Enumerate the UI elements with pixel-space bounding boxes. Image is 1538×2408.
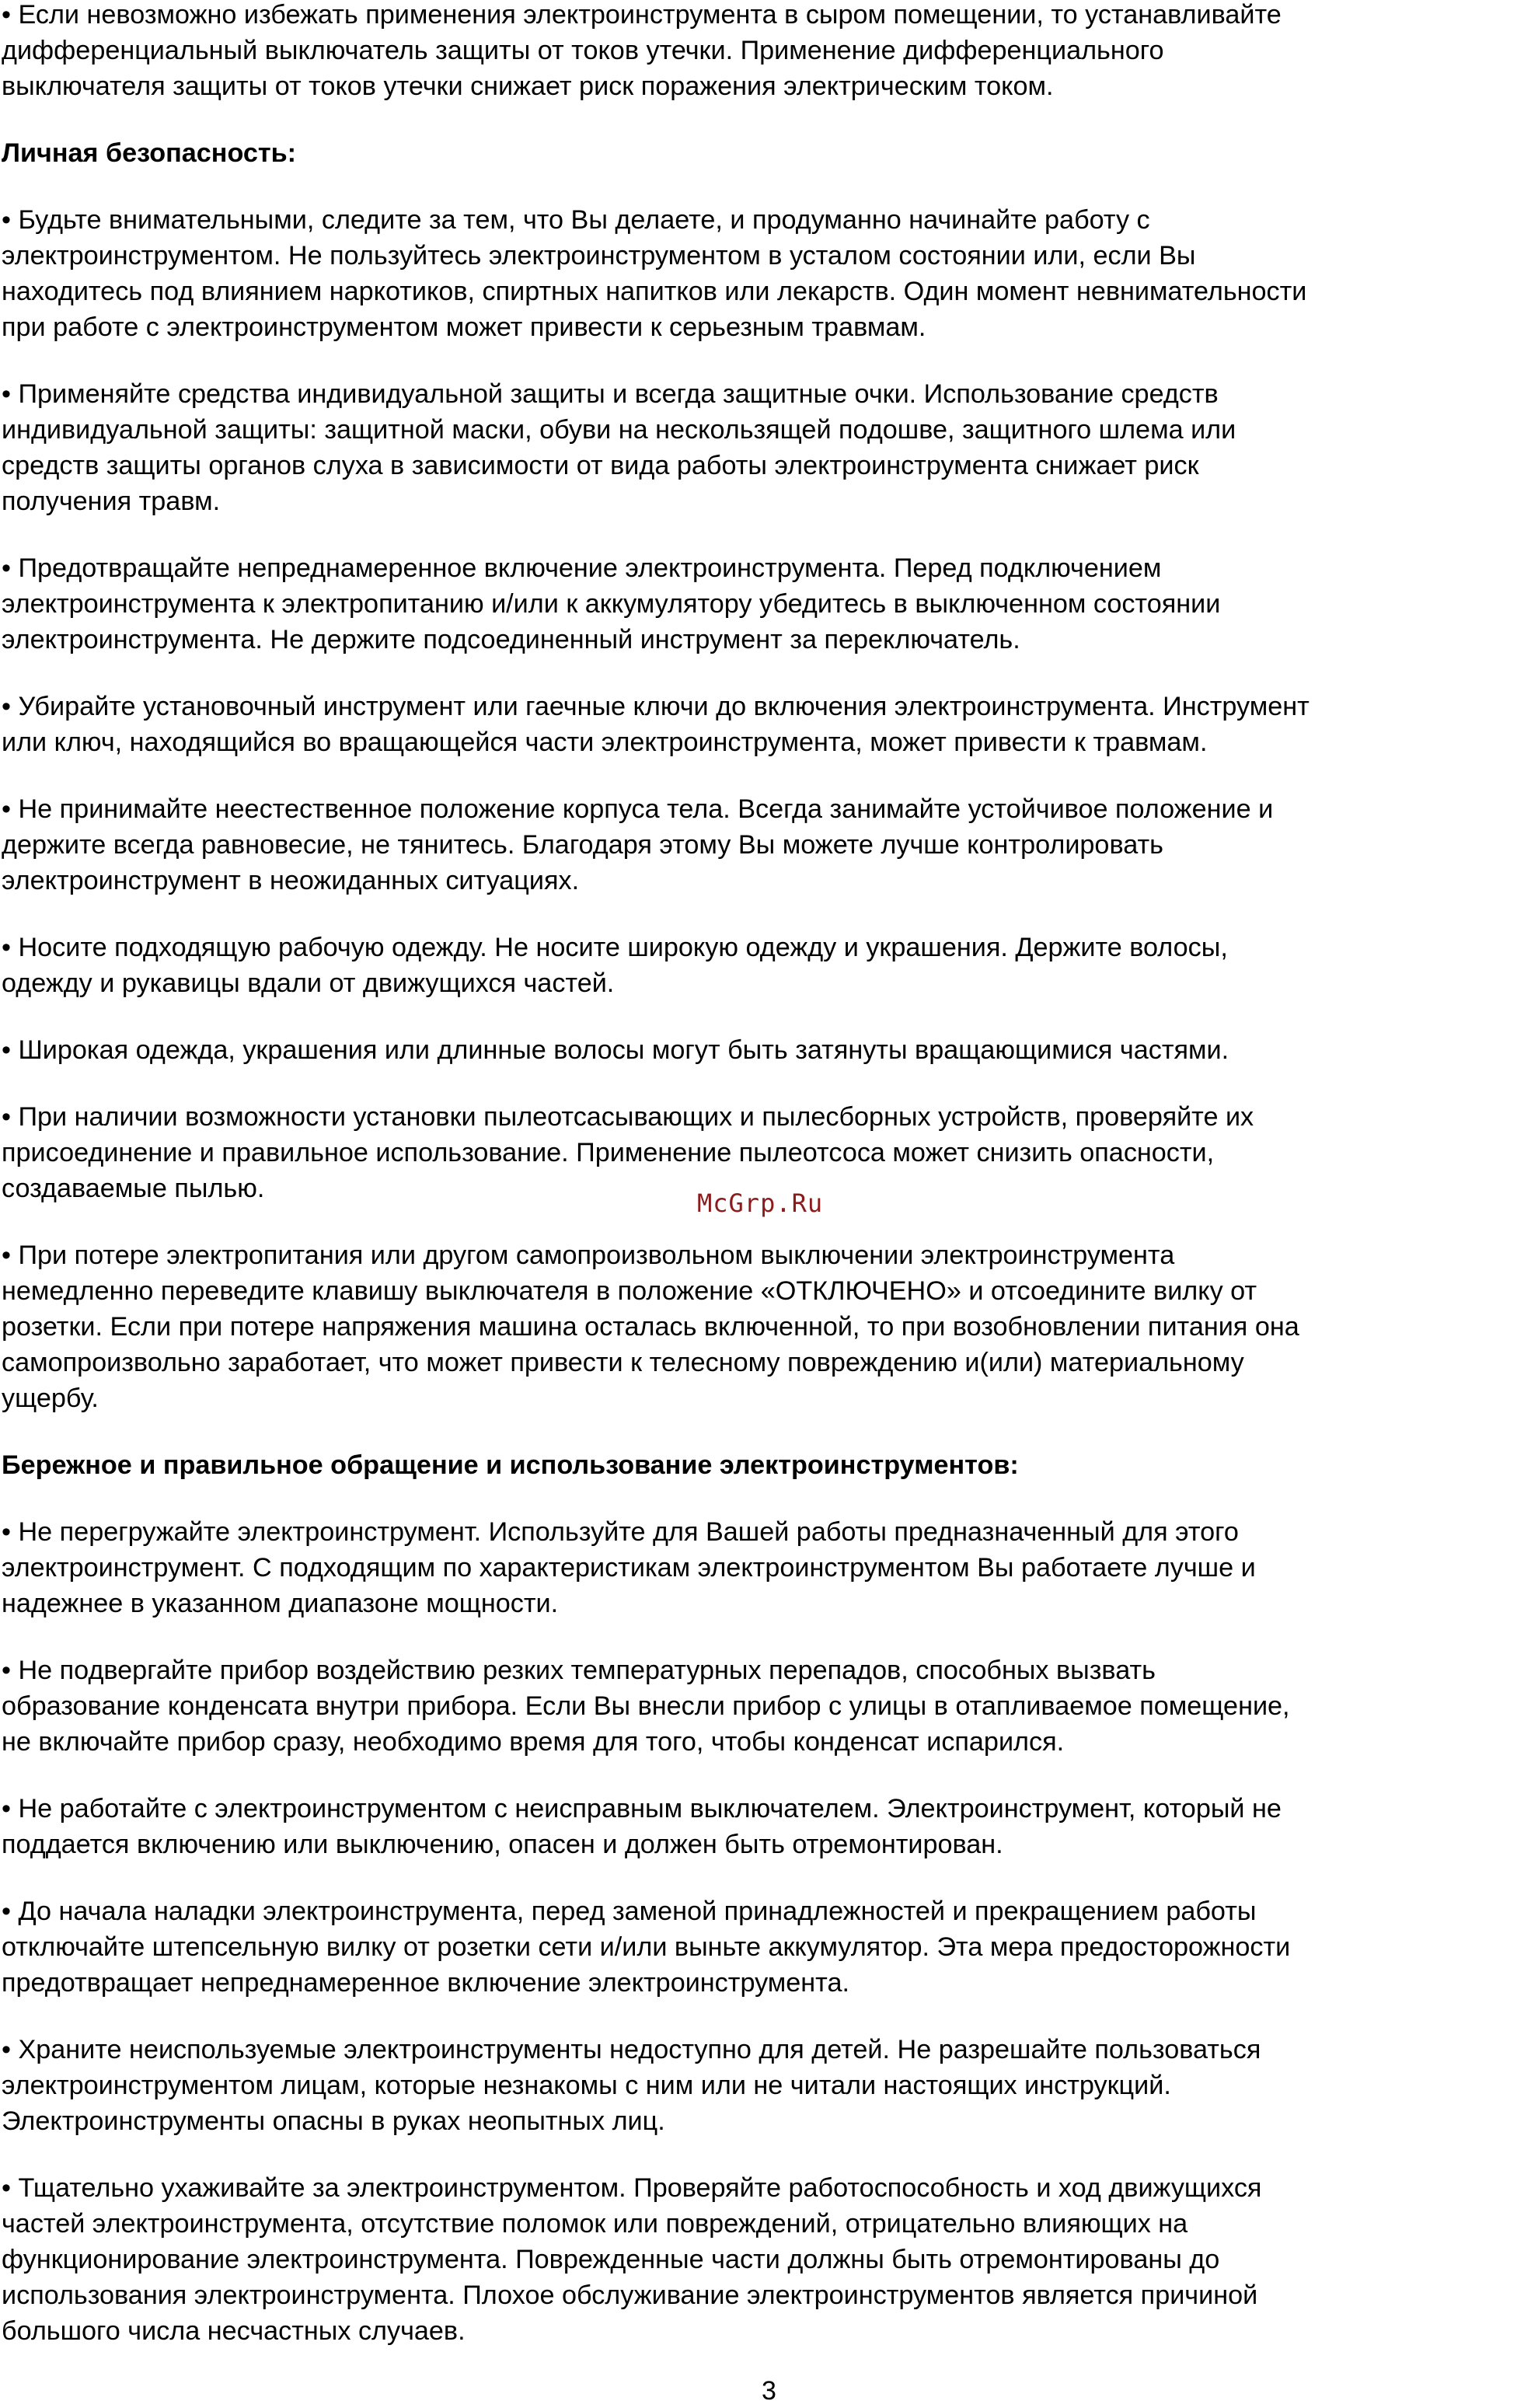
paragraph <box>2 2170 1536 2349</box>
paragraph-line: присоединение и правильное использование. Применение пылеотсоса может снизить опасности, <box>2 1138 1215 1167</box>
paragraph-line: • При потере электропитания или другом самопроизвольном выключении электроинструмента <box>2 1241 1175 1270</box>
section-heading: Бережное и правильное обращение и использование электроинструментов: <box>2 1450 1019 1480</box>
paragraph-line: • Если невозможно избежать применения электроинструмента в сыром помещении, то устанавливайте <box>2 0 1282 30</box>
paragraph-line: при работе с электроинструментом может привести к серьезным травмам. <box>2 312 926 342</box>
paragraph <box>2 202 1536 345</box>
paragraph <box>2 689 1536 760</box>
paragraph <box>2 550 1536 658</box>
paragraph-line: электроинструмент в неожиданных ситуациях. <box>2 866 580 895</box>
paragraph-line: электроинструмента. Не держите подсоединенный инструмент за переключатель. <box>2 625 1020 654</box>
paragraph-gap <box>2 1760 1536 1791</box>
paragraph-line: • Будьте внимательными, следите за тем, что Вы делаете, и продуманно начинайте работу с <box>2 205 1150 235</box>
paragraph-gap <box>2 519 1536 550</box>
paragraph-line: немедленно переведите клавишу выключателя в положение «ОТКЛЮЧЕНО» и отсоедините вилку от <box>2 1276 1257 1306</box>
section-heading: Личная безопасность: <box>2 138 297 168</box>
paragraph-line: • Широкая одежда, украшения или длинные волосы могут быть затянуты вращающимися частями. <box>2 1035 1229 1065</box>
paragraph-line: • Тщательно ухаживайте за электроинструментом. Проверяйте работоспособность и ход движущихся <box>2 2173 1262 2203</box>
paragraph-line: самопроизвольно заработает, что может привести к телесному повреждению и(или) материальному <box>2 1348 1244 1377</box>
paragraph-line: держите всегда равновесие, не тянитесь. Благодаря этому Вы можете лучше контролировать <box>2 830 1163 860</box>
paragraph-line: Электроинструменты опасны в руках неопытных лиц. <box>2 2106 665 2136</box>
paragraph-line: • Не принимайте неестественное положение корпуса тела. Всегда занимайте устойчивое положение и <box>2 794 1274 824</box>
paragraph-gap <box>2 1621 1536 1652</box>
paragraph-gap <box>2 760 1536 791</box>
paragraph-line: создаваемые пылью. <box>2 1174 265 1203</box>
paragraph-line: • Не подвергайте прибор воздействию резких температурных перепадов, способных вызвать <box>2 1656 1156 1685</box>
paragraph-line: розетки. Если при потере напряжения машина осталась включенной, то при возобновлении питания она <box>2 1312 1299 1342</box>
paragraph-gap <box>2 1001 1536 1032</box>
paragraph-line: частей электроинструмента, отсутствие поломок или повреждений, отрицательно влияющих на <box>2 2209 1188 2239</box>
paragraph <box>2 791 1536 899</box>
paragraph-line: средств защиты органов слуха в зависимости от вида работы электроинструмента снижает риск <box>2 451 1199 480</box>
paragraph-line: не включайте прибор сразу, необходимо время для того, чтобы конденсат испарился. <box>2 1727 1065 1757</box>
paragraph-gap <box>2 2139 1536 2170</box>
paragraph-line: одежду и рукавицы вдали от движущихся частей. <box>2 968 615 998</box>
paragraph-gap <box>2 171 1536 202</box>
paragraph <box>2 1032 1536 1068</box>
document-body <box>2 0 1536 2349</box>
paragraph-line: функционирование электроинструмента. Поврежденные части должны быть отремонтированы до <box>2 2245 1220 2274</box>
paragraph-line: надежнее в указанном диапазоне мощности. <box>2 1589 559 1618</box>
paragraph-line: поддается включению или выключению, опасен и должен быть отремонтирован. <box>2 1830 1003 1859</box>
paragraph-line: • Не перегружайте электроинструмент. Используйте для Вашей работы предназначенный для этого <box>2 1517 1239 1547</box>
paragraph-line: индивидуальной защиты: защитной маски, обуви на нескользящей подошве, защитного шлема или <box>2 415 1236 445</box>
paragraph-line: электроинструмент. С подходящим по характеристикам электроинструментом Вы работаете лучше и <box>2 1553 1256 1583</box>
paragraph-line: получения травм. <box>2 487 221 516</box>
paragraph <box>2 0 1536 104</box>
paragraph-line: или ключ, находящийся во вращающейся части электроинструмента, может привести к травмам. <box>2 728 1208 757</box>
paragraph-line: • Убирайте установочный инструмент или гаечные ключи до включения электроинструмента. Инструмент <box>2 692 1310 721</box>
paragraph-gap <box>2 899 1536 930</box>
paragraph-gap <box>2 1068 1536 1099</box>
paragraph <box>2 376 1536 519</box>
paragraph-line: электроинструмента к электропитанию и/или к аккумулятору убедитесь в выключенном состоянии <box>2 589 1221 619</box>
paragraph <box>2 930 1536 1001</box>
paragraph-line: • Носите подходящую рабочую одежду. Не носите широкую одежду и украшения. Держите волосы, <box>2 933 1228 962</box>
paragraph-gap <box>2 1416 1536 1447</box>
paragraph <box>2 1791 1536 1862</box>
paragraph-line: образование конденсата внутри прибора. Если Вы внесли прибор с улицы в отапливаемое помещение, <box>2 1691 1290 1721</box>
paragraph-line: ущербу. <box>2 1384 99 1413</box>
paragraph-line: • Храните неиспользуемые электроинструменты недоступно для детей. Не разрешайте пользоваться <box>2 2035 1261 2064</box>
paragraph-line: большого числа несчастных случаев. <box>2 2316 466 2346</box>
paragraph <box>2 1237 1536 1416</box>
paragraph-gap <box>2 345 1536 376</box>
paragraph-line: отключайте штепсельную вилку от розетки сети и/или выньте аккумулятор. Эта мера предосторожности <box>2 1932 1291 1962</box>
paragraph <box>2 2032 1536 2139</box>
paragraph-line: выключателя защиты от токов утечки снижает риск поражения электрическим током. <box>2 72 1054 101</box>
paragraph-line: • При наличии возможности установки пылеотсасывающих и пылесборных устройств, проверяйте их <box>2 1102 1254 1132</box>
paragraph-line: дифференциальный выключатель защиты от токов утечки. Применение дифференциального <box>2 36 1164 65</box>
paragraph <box>2 1893 1536 2001</box>
paragraph-line: находитесь под влиянием наркотиков, спиртных напитков или лекарств. Один момент невнимательности <box>2 277 1307 306</box>
paragraph-line: электроинструментом лицам, которые незнакомы с ним или не читали настоящих инструкций. <box>2 2071 1171 2100</box>
paragraph-gap <box>2 658 1536 689</box>
paragraph-line: • До начала наладки электроинструмента, перед заменой принадлежностей и прекращением работы <box>2 1897 1257 1926</box>
paragraph <box>2 1652 1536 1760</box>
paragraph-gap <box>2 1483 1536 1514</box>
paragraph-line: предотвращает непреднамеренное включение электроинструмента. <box>2 1968 849 1998</box>
watermark: McGrp.Ru <box>697 1188 824 1218</box>
paragraph-gap <box>2 104 1536 135</box>
paragraph-gap <box>2 1862 1536 1893</box>
paragraph-line: • Предотвращайте непреднамеренное включение электроинструмента. Перед подключением <box>2 553 1162 583</box>
paragraph-line: использования электроинструмента. Плохое обслуживание электроинструментов является причиной <box>2 2281 1258 2310</box>
paragraph-line: • Применяйте средства индивидуальной защиты и всегда защитные очки. Использование средств <box>2 379 1219 409</box>
paragraph <box>2 1514 1536 1621</box>
paragraph-gap <box>2 2001 1536 2032</box>
paragraph-line: электроинструментом. Не пользуйтесь электроинструментом в усталом состоянии или, если Вы <box>2 241 1196 270</box>
paragraph-line: • Не работайте с электроинструментом с неисправным выключателем. Электроинструмент, который не <box>2 1794 1282 1823</box>
page-number: 3 <box>762 2376 776 2406</box>
